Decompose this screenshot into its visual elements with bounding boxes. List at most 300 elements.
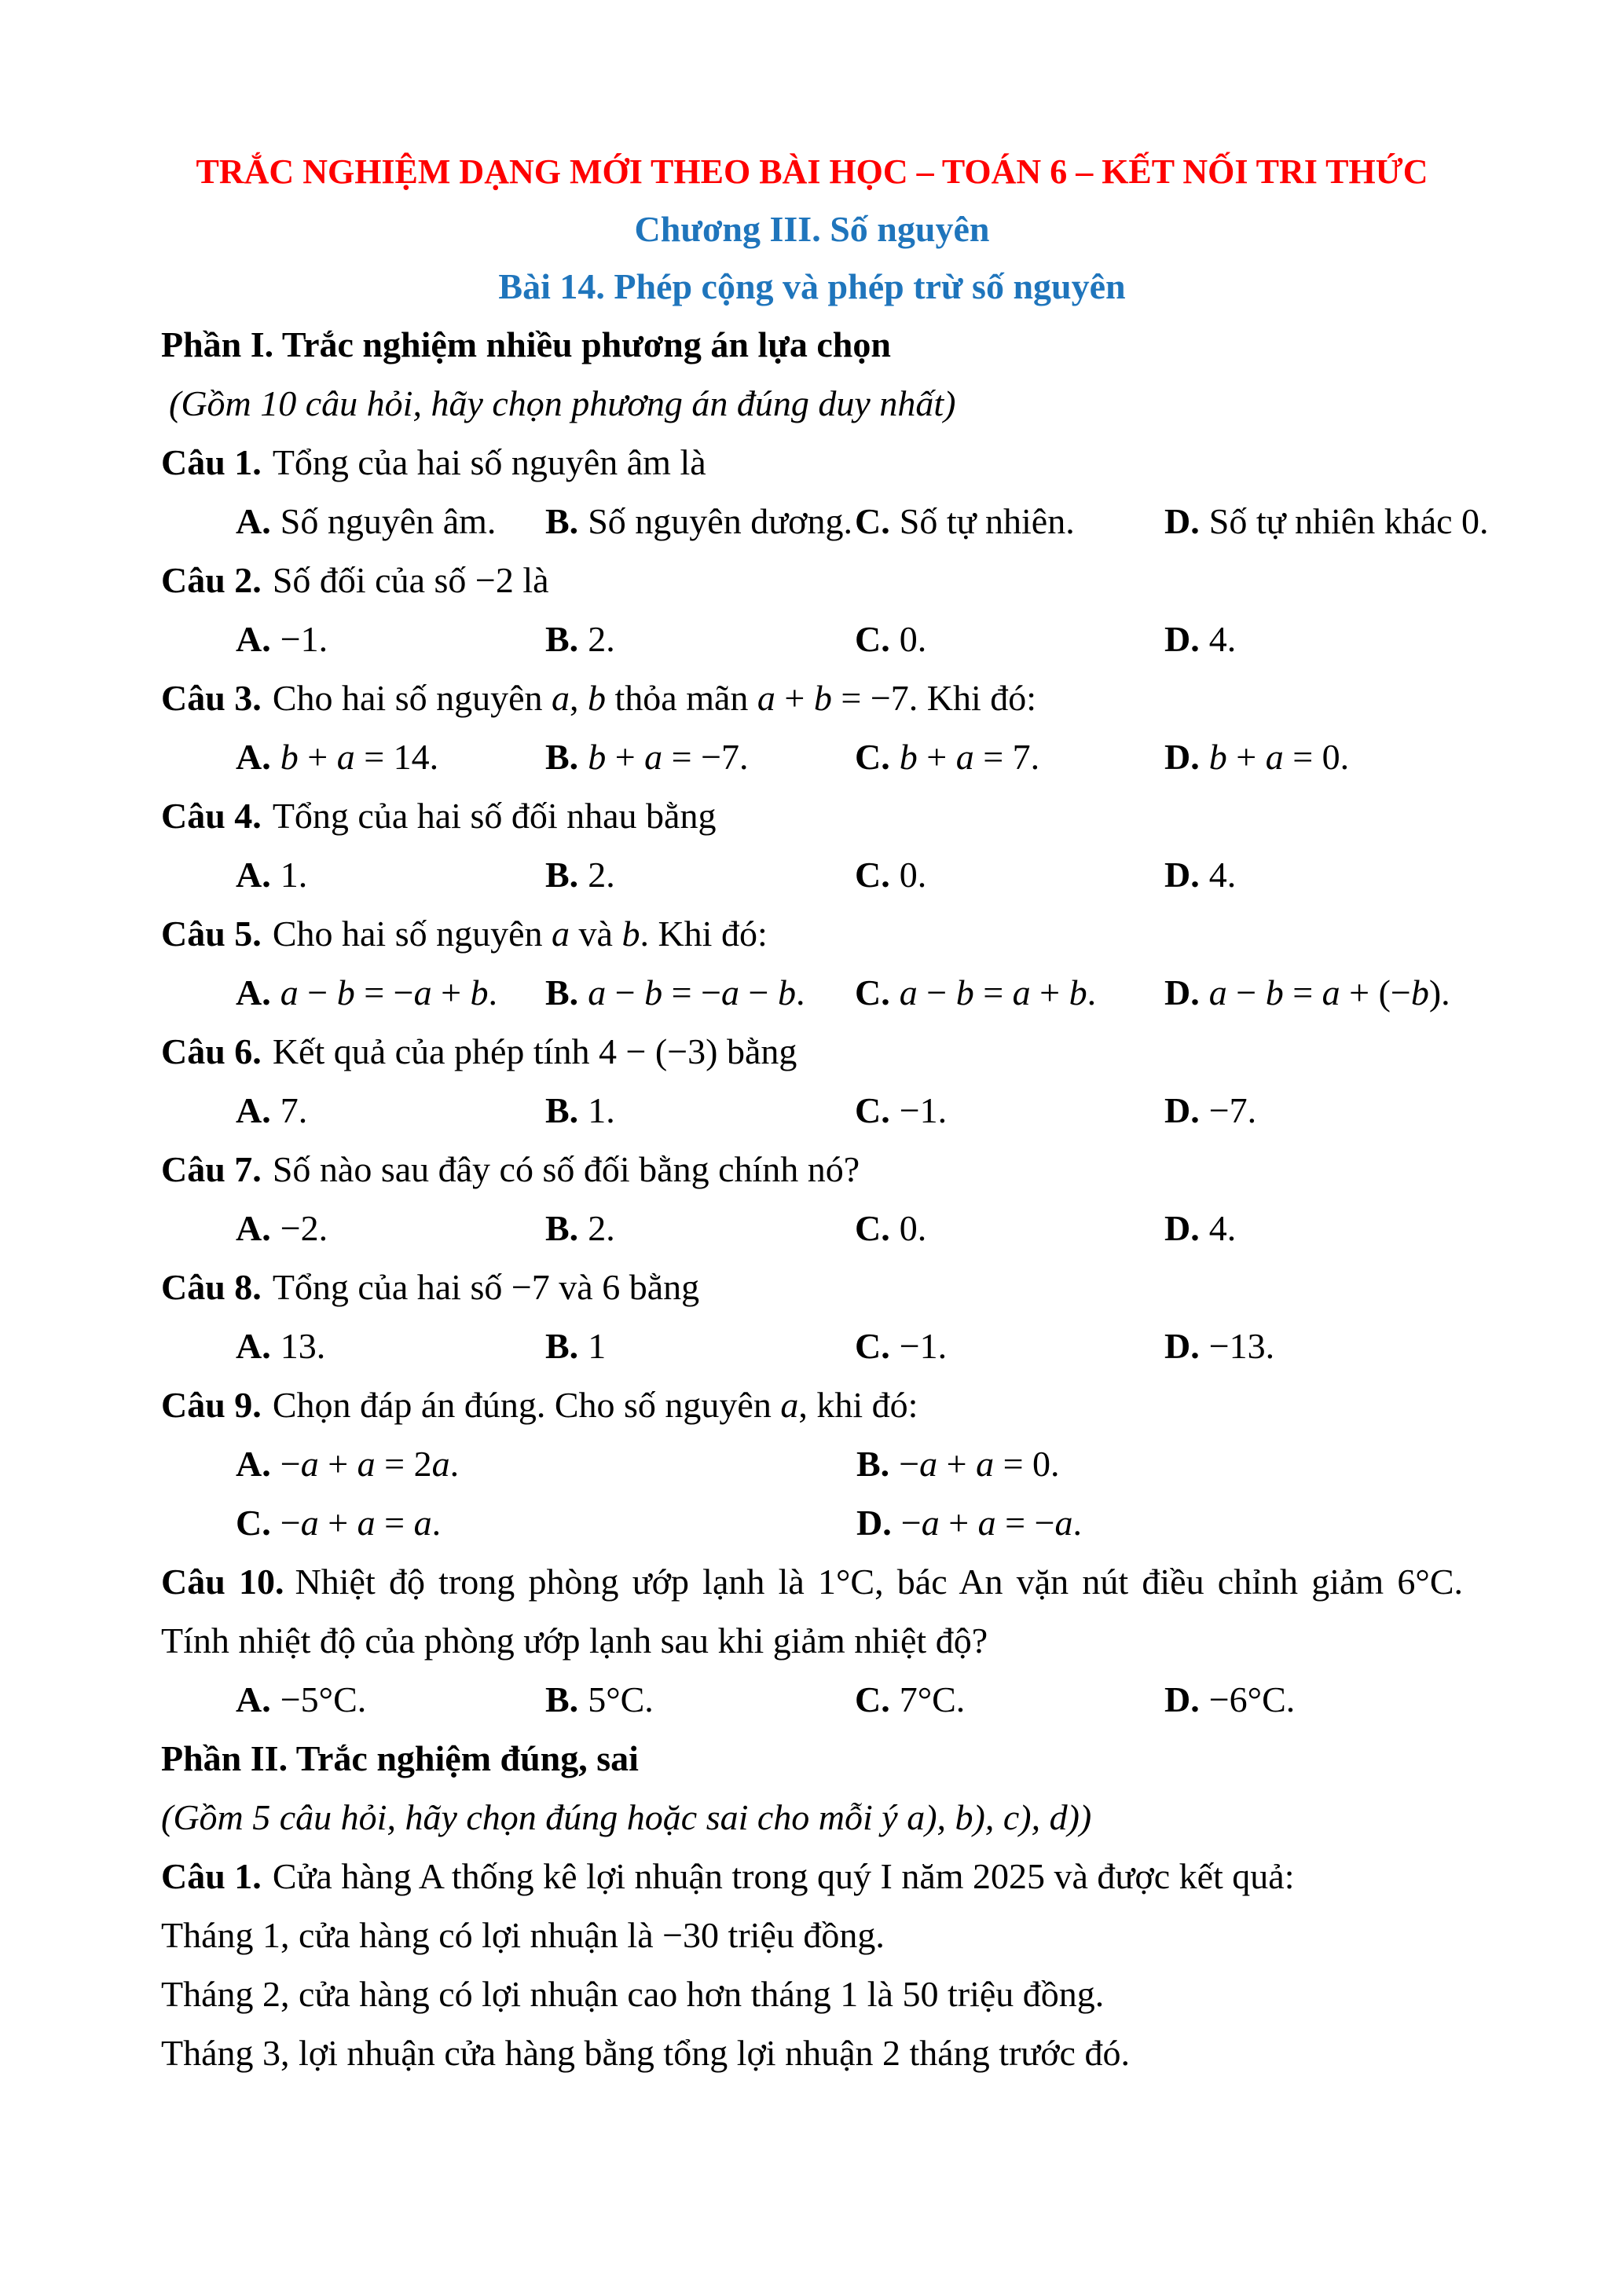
text-segment: Số tự nhiên.: [899, 501, 1075, 541]
question-number: Câu 3.: [161, 678, 262, 718]
math-variable: a: [357, 1503, 376, 1543]
part1-note: (Gồm 10 câu hỏi, hãy chọn phương án đúng duy nhất): [169, 383, 956, 423]
text-segment: 0.: [899, 1208, 927, 1248]
option-label: B.: [545, 501, 579, 541]
question-number: Câu 2.: [161, 560, 262, 600]
math-variable: a: [300, 1503, 319, 1543]
text-segment: −2.: [280, 1208, 328, 1248]
answer-option: [1164, 610, 1236, 668]
text-segment: Tổng của hai số nguyên âm là: [272, 442, 706, 482]
option-label: A.: [236, 972, 271, 1013]
text-segment: −13.: [1208, 1326, 1275, 1366]
answer-option: [236, 1081, 307, 1140]
math-variable: b: [588, 678, 607, 718]
option-label: C.: [855, 972, 890, 1013]
option-text: [280, 501, 497, 541]
question-number: Câu 6.: [161, 1031, 262, 1071]
option-text: [1209, 1679, 1296, 1719]
math-variable: b: [644, 972, 663, 1013]
option-label: B.: [545, 1090, 579, 1130]
math-variable: a: [431, 1444, 450, 1484]
option-label: A.: [236, 619, 271, 659]
option-label: C.: [855, 501, 890, 541]
math-variable: b: [588, 737, 607, 777]
option-text: [280, 737, 438, 777]
options-row: [161, 1081, 1463, 1140]
options-row: [161, 1670, 1463, 1729]
text-segment: ,: [570, 678, 588, 718]
answer-option: [236, 845, 307, 904]
lesson-heading: Bài 14. Phép cộng và phép trừ số nguyên: [498, 266, 1126, 306]
question-text: [273, 914, 768, 954]
text-segment: +: [431, 972, 471, 1013]
option-label: D.: [1164, 501, 1200, 541]
question-text: [273, 1267, 699, 1307]
option-label: A.: [236, 1090, 271, 1130]
text-segment: 7.: [280, 1090, 308, 1130]
text-segment: = 0.: [994, 1444, 1060, 1484]
answer-option: [236, 492, 496, 551]
option-text: [1209, 1208, 1237, 1248]
answer-option: [855, 963, 1096, 1022]
math-variable: b: [280, 737, 299, 777]
question-block: [161, 786, 1463, 904]
math-variable: a: [780, 1385, 799, 1425]
text-segment: 7°C.: [899, 1679, 966, 1719]
option-text: [900, 1679, 966, 1719]
answer-option: [236, 963, 497, 1022]
text-segment: −: [739, 972, 778, 1013]
answer-option: [545, 845, 615, 904]
text-segment: Số nguyên dương.: [588, 501, 852, 541]
answer-option: [236, 610, 328, 668]
text-segment: .: [488, 972, 498, 1013]
question-block: [161, 1552, 1463, 1729]
question-text: [273, 560, 549, 600]
question-block: [161, 1258, 1463, 1375]
option-text: [900, 619, 927, 659]
answer-option: [545, 492, 852, 551]
text-segment: thỏa mãn: [606, 678, 757, 718]
answer-option: [1164, 492, 1489, 551]
option-label: D.: [1164, 855, 1200, 895]
option-text: [280, 1679, 367, 1719]
text-segment: .: [795, 972, 805, 1013]
answer-option: [545, 610, 615, 668]
math-variable: a: [721, 972, 740, 1013]
text-segment: = 0.: [1283, 737, 1350, 777]
text-segment: =: [973, 972, 1013, 1013]
option-label: A.: [236, 1208, 271, 1248]
math-variable: b: [899, 737, 918, 777]
text-segment: ).: [1428, 972, 1450, 1013]
text-segment: Số nguyên âm.: [280, 501, 497, 541]
text-segment: 1.: [588, 1090, 615, 1130]
text-segment: Số tự nhiên khác 0.: [1208, 501, 1489, 541]
math-variable: b: [1410, 972, 1429, 1013]
option-label: D.: [1164, 619, 1200, 659]
option-text: [588, 737, 748, 777]
option-text: [901, 1503, 1082, 1543]
option-text: [588, 972, 805, 1013]
text-segment: 1: [588, 1326, 607, 1366]
text-segment: −: [298, 972, 337, 1013]
option-label: A.: [236, 855, 271, 895]
option-label: C.: [236, 1503, 271, 1543]
math-variable: a: [1208, 972, 1227, 1013]
option-label: C.: [855, 1208, 890, 1248]
math-variable: a: [413, 1503, 432, 1543]
option-label: D.: [1164, 737, 1200, 777]
text-segment: −1.: [899, 1326, 948, 1366]
text-segment: −: [899, 1444, 920, 1484]
option-text: [900, 855, 927, 895]
option-text: [280, 1208, 328, 1248]
question-text: [273, 1031, 797, 1071]
math-variable: b: [813, 678, 832, 718]
answer-option: [236, 1434, 459, 1493]
option-text: [1209, 972, 1450, 1013]
option-label: B.: [545, 1208, 579, 1248]
math-variable: a: [336, 737, 355, 777]
question-number: Câu 1.: [161, 442, 262, 482]
question-stem: [161, 1375, 1463, 1434]
text-segment: = 14.: [354, 737, 439, 777]
text-segment: 2.: [588, 855, 615, 895]
answer-option: [545, 1081, 615, 1140]
text-segment: . Khi đó:: [640, 914, 768, 954]
text-segment: −1.: [899, 1090, 948, 1130]
option-label: C.: [855, 855, 890, 895]
answer-option: [236, 1493, 441, 1552]
question-block: [161, 1140, 1463, 1258]
option-text: [588, 1679, 654, 1719]
option-label: B.: [545, 619, 579, 659]
document-title: TRẮC NGHIỆM DẠNG MỚI THEO BÀI HỌC – TOÁN 6 – KẾT NỐI TRI THỨC: [196, 152, 1428, 191]
math-variable: b: [1265, 972, 1284, 1013]
question-text: [273, 442, 706, 482]
option-text: [280, 1503, 441, 1543]
math-variable: a: [588, 972, 607, 1013]
math-variable: a: [552, 914, 570, 954]
answer-option: [855, 492, 1075, 551]
option-label: D.: [1164, 1090, 1200, 1130]
option-label: A.: [236, 1326, 271, 1366]
text-segment: = −: [662, 972, 722, 1013]
text-segment: = −: [354, 972, 414, 1013]
question-block: [161, 1375, 1463, 1552]
option-text: [588, 1208, 615, 1248]
options-row: [161, 845, 1463, 904]
option-label: C.: [855, 1679, 890, 1719]
text-segment: 0.: [899, 855, 927, 895]
text-segment: Cho hai số nguyên: [272, 678, 552, 718]
math-variable: a: [413, 972, 432, 1013]
text-segment: 2.: [588, 1208, 615, 1248]
answer-option: [1164, 727, 1349, 786]
math-variable: a: [955, 737, 974, 777]
text-segment: = 7.: [973, 737, 1040, 777]
math-variable: a: [921, 1503, 940, 1543]
part2-heading: Phần II. Trắc nghiệm đúng, sai: [161, 1738, 639, 1778]
math-variable: b: [1208, 737, 1227, 777]
part1-heading: Phần I. Trắc nghiệm nhiều phương án lựa chọn: [161, 324, 891, 364]
options-row: [161, 1434, 1463, 1493]
text-segment: +: [1226, 737, 1266, 777]
text-segment: −: [1226, 972, 1266, 1013]
option-text: [588, 855, 615, 895]
option-text: [1209, 737, 1349, 777]
option-label: B.: [856, 1444, 890, 1484]
option-text: [588, 1326, 606, 1366]
question-block: [161, 551, 1463, 668]
math-variable: a: [280, 972, 299, 1013]
question-stem: [161, 668, 1463, 727]
math-variable: b: [777, 972, 796, 1013]
text-segment: Số nào sau đây có số đối bằng chính nó?: [272, 1149, 860, 1189]
math-variable: a: [919, 1444, 938, 1484]
text-segment: =: [375, 1503, 414, 1543]
question-number: Câu 4.: [161, 796, 262, 836]
text-segment: +: [606, 737, 645, 777]
options-row: [161, 1493, 1463, 1552]
option-label: D.: [1164, 1326, 1200, 1366]
question-number: Câu 1.: [161, 1856, 262, 1896]
question-stem: [161, 1552, 1463, 1670]
option-text: [900, 1090, 947, 1130]
question-stem: [161, 904, 1463, 963]
answer-option: [855, 845, 926, 904]
text-segment: −6°C.: [1208, 1679, 1296, 1719]
question-block: [161, 668, 1463, 786]
answer-option: [1164, 845, 1236, 904]
text-segment: Cho hai số nguyên: [272, 914, 552, 954]
question-number: Câu 9.: [161, 1385, 262, 1425]
text-segment: +: [1030, 972, 1069, 1013]
question-text: Cửa hàng A thống kê lợi nhuận trong quý I năm 2025 và được kết quả:: [272, 1856, 1295, 1896]
text-segment: −: [280, 1444, 301, 1484]
option-text: [900, 501, 1075, 541]
answer-option: [855, 1316, 947, 1375]
answer-option: [236, 1670, 366, 1729]
text-segment: −: [280, 1503, 301, 1543]
option-label: C.: [855, 737, 890, 777]
answer-option: [1164, 1316, 1274, 1375]
option-label: C.: [855, 619, 890, 659]
document-content: [161, 143, 1489, 2082]
option-text: [280, 619, 328, 659]
math-variable: b: [621, 914, 640, 954]
option-label: D.: [1164, 972, 1200, 1013]
option-label: D.: [1164, 1679, 1200, 1719]
text-segment: 13.: [280, 1326, 326, 1366]
text-segment: Kết quả của phép tính 4 − (−3) bằng: [272, 1031, 797, 1071]
math-variable: b: [470, 972, 489, 1013]
text-segment: −: [900, 1503, 922, 1543]
text-segment: 1.: [280, 855, 308, 895]
option-label: B.: [545, 1679, 579, 1719]
part2-question1-stem: [161, 1847, 1463, 1906]
option-text: [1209, 619, 1237, 659]
option-text: [899, 1444, 1059, 1484]
math-variable: a: [1012, 972, 1031, 1013]
option-label: A.: [236, 1444, 271, 1484]
option-text: [900, 1208, 927, 1248]
answer-option: [1164, 963, 1450, 1022]
answer-option: [545, 1316, 606, 1375]
question-stem: [161, 786, 1463, 845]
option-label: D.: [1164, 1208, 1200, 1248]
option-text: [588, 501, 852, 541]
part2-question1-line-3: Tháng 3, lợi nhuận cửa hàng bằng tổng lợi nhuận 2 tháng trước đó.: [161, 2033, 1130, 2073]
text-segment: Số đối của số −2 là: [272, 560, 549, 600]
text-segment: Nhiệt độ trong phòng ướp lạnh là 1°C, bác An vặn nút điều chỉnh giảm 6°C. Tính nhiệt độ của phòng ướp lạnh sau khi giảm nhiệt độ?: [161, 1562, 1463, 1661]
answer-option: [855, 1670, 965, 1729]
math-variable: a: [757, 678, 775, 718]
question-text: [161, 1562, 1463, 1661]
option-label: B.: [545, 737, 579, 777]
answer-option: [1164, 1081, 1256, 1140]
question-text: [273, 796, 717, 836]
text-segment: =: [1283, 972, 1322, 1013]
option-text: [280, 1326, 326, 1366]
answer-option: [236, 727, 438, 786]
option-text: [280, 1444, 459, 1484]
option-label: B.: [545, 1326, 579, 1366]
math-variable: a: [977, 1503, 996, 1543]
text-segment: Tổng của hai số −7 và 6 bằng: [272, 1267, 700, 1307]
text-segment: +: [937, 1444, 977, 1484]
text-segment: 5°C.: [588, 1679, 654, 1719]
options-row: [161, 727, 1463, 786]
text-segment: Chọn đáp án đúng. Cho số nguyên: [272, 1385, 781, 1425]
math-variable: a: [1322, 972, 1340, 1013]
option-text: [280, 855, 308, 895]
text-segment: và: [570, 914, 622, 954]
answer-option: [545, 1670, 654, 1729]
option-label: D.: [856, 1503, 892, 1543]
text-segment: + (−: [1340, 972, 1411, 1013]
text-segment: +: [775, 678, 814, 718]
options-row: [161, 610, 1463, 668]
text-segment: .: [1072, 1503, 1083, 1543]
text-segment: 4.: [1208, 855, 1237, 895]
text-segment: 2.: [588, 619, 615, 659]
text-segment: +: [939, 1503, 978, 1543]
question-block: [161, 1022, 1463, 1140]
text-segment: +: [298, 737, 337, 777]
option-label: B.: [545, 972, 579, 1013]
question-block: [161, 904, 1463, 1022]
option-label: B.: [545, 855, 579, 895]
answer-option: [856, 1434, 1060, 1493]
option-text: [280, 1090, 308, 1130]
option-text: [900, 1326, 947, 1366]
text-segment: 4.: [1208, 1208, 1237, 1248]
text-segment: .: [431, 1503, 442, 1543]
question-stem: [161, 1140, 1463, 1199]
text-segment: = −7. Khi đó:: [831, 678, 1037, 718]
text-segment: −7.: [1208, 1090, 1257, 1130]
options-row: [161, 963, 1463, 1022]
question-number: Câu 8.: [161, 1267, 262, 1307]
answer-option: [545, 1199, 615, 1258]
math-variable: a: [644, 737, 663, 777]
option-text: [900, 737, 1039, 777]
question-number: Câu 10.: [161, 1562, 284, 1602]
option-label: C.: [855, 1090, 890, 1130]
math-variable: a: [1265, 737, 1284, 777]
questions-list: [161, 433, 1489, 1729]
math-variable: a: [976, 1444, 995, 1484]
question-text: [273, 678, 1036, 718]
part2-question1-line-2: Tháng 2, cửa hàng có lợi nhuận cao hơn tháng 1 là 50 triệu đồng.: [161, 1974, 1105, 2014]
text-segment: 0.: [899, 619, 927, 659]
option-text: [280, 972, 497, 1013]
answer-option: [545, 727, 749, 786]
text-segment: = 2: [375, 1444, 432, 1484]
option-text: [900, 972, 1096, 1013]
option-text: [1209, 501, 1489, 541]
question-block: [161, 433, 1489, 551]
question-text: [273, 1149, 860, 1189]
option-label: A.: [236, 501, 271, 541]
math-variable: a: [300, 1444, 319, 1484]
text-segment: .: [449, 1444, 460, 1484]
math-variable: a: [899, 972, 918, 1013]
question-stem: [161, 1022, 1463, 1081]
text-segment: .: [1087, 972, 1097, 1013]
answer-option: [855, 727, 1039, 786]
math-variable: b: [1069, 972, 1087, 1013]
math-variable: b: [955, 972, 974, 1013]
text-segment: −: [606, 972, 645, 1013]
question-stem: [161, 551, 1463, 610]
option-text: [1209, 855, 1237, 895]
option-text: [588, 1090, 615, 1130]
question-number: Câu 5.: [161, 914, 262, 954]
answer-option: [856, 1493, 1082, 1552]
answer-option: [1164, 1670, 1295, 1729]
part2-note: (Gồm 5 câu hỏi, hãy chọn đúng hoặc sai cho mỗi ý a), b), c), d)): [161, 1797, 1092, 1837]
option-label: A.: [236, 1679, 271, 1719]
math-variable: a: [1054, 1503, 1073, 1543]
text-segment: −5°C.: [280, 1679, 367, 1719]
part2-question1-line-1: Tháng 1, cửa hàng có lợi nhuận là −30 triệu đồng.: [161, 1915, 885, 1955]
text-segment: Tổng của hai số đối nhau bằng: [272, 796, 717, 836]
text-segment: −: [917, 972, 956, 1013]
math-variable: a: [552, 678, 570, 718]
option-text: [588, 619, 615, 659]
option-text: [1209, 1326, 1274, 1366]
math-variable: b: [336, 972, 355, 1013]
text-segment: , khi đó:: [798, 1385, 918, 1425]
answer-option: [855, 1081, 947, 1140]
text-segment: = −: [995, 1503, 1055, 1543]
text-segment: +: [318, 1444, 357, 1484]
answer-option: [855, 1199, 926, 1258]
option-text: [1209, 1090, 1256, 1130]
answer-option: [545, 963, 805, 1022]
text-segment: 4.: [1208, 619, 1237, 659]
text-segment: +: [917, 737, 956, 777]
math-variable: a: [357, 1444, 376, 1484]
answer-option: [1164, 1199, 1236, 1258]
answer-option: [236, 1316, 325, 1375]
answer-option: [236, 1199, 328, 1258]
options-row: [161, 1199, 1463, 1258]
text-segment: = −7.: [662, 737, 749, 777]
